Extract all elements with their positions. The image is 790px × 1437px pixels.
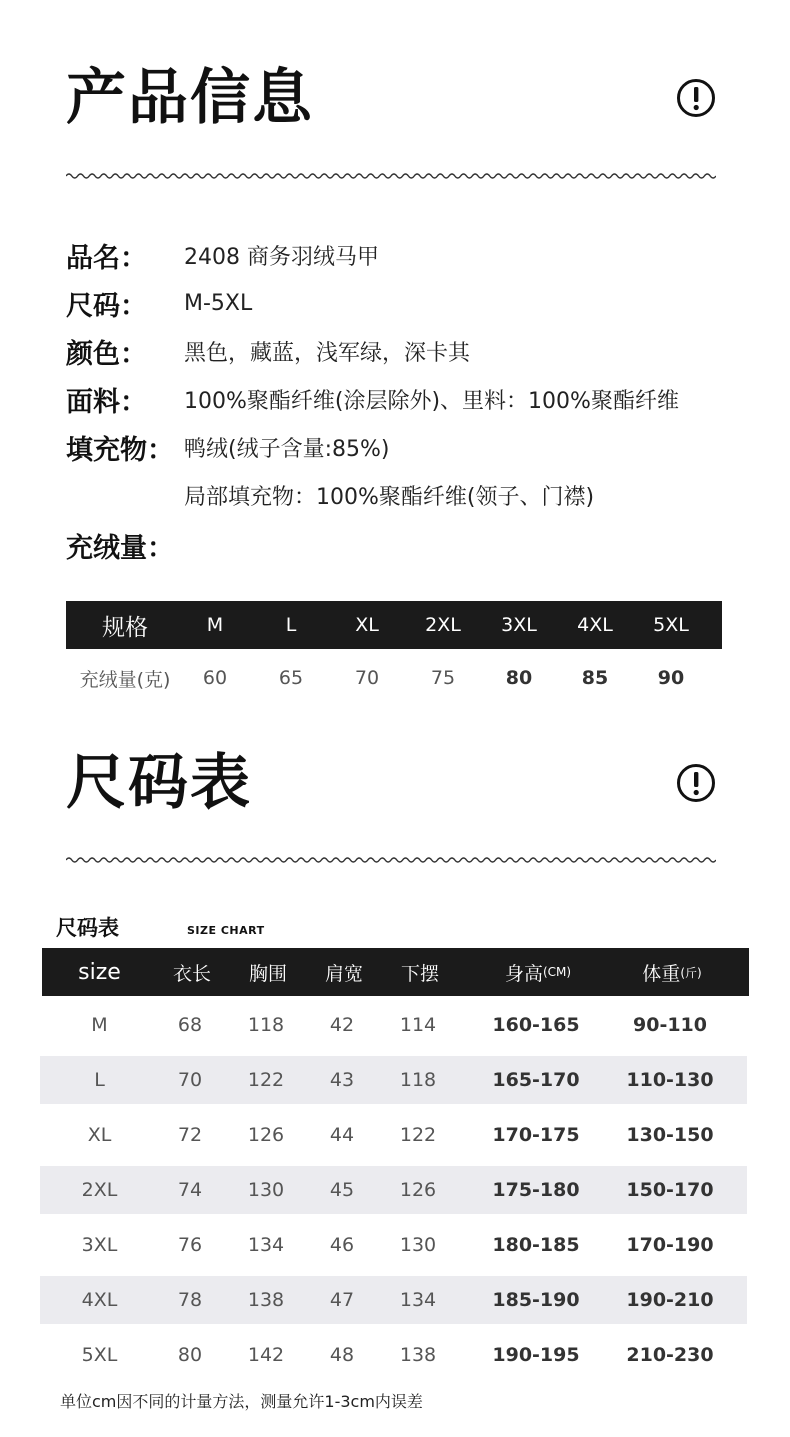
exclamation-circle-icon xyxy=(676,78,716,118)
size-cell-length: 78 xyxy=(177,1289,203,1311)
info-row-local-filling xyxy=(66,475,594,515)
size-section-title: 尺码表 xyxy=(66,748,252,818)
fill-row-label: 充绒量(克) xyxy=(79,668,171,691)
size-cell-size: 5XL xyxy=(81,1344,118,1366)
fill-value-cell: 70 xyxy=(354,667,380,689)
exclamation-circle-icon xyxy=(676,763,716,803)
size-cell-size: 3XL xyxy=(81,1234,118,1256)
size-cell-chest: 138 xyxy=(247,1289,285,1311)
size-cell-hem: 134 xyxy=(399,1289,437,1311)
info-row-size xyxy=(66,283,252,323)
size-cell-length: 74 xyxy=(177,1179,203,1201)
size-cell-length: 68 xyxy=(177,1014,203,1036)
height-label: 身高 xyxy=(504,962,543,985)
size-table-row xyxy=(40,1056,747,1104)
fill-value-cell: 65 xyxy=(278,667,304,689)
size-header-cell: 胸围 xyxy=(248,962,287,985)
product-info-title: 产品信息 xyxy=(66,63,314,133)
size-cell-shoulder: 47 xyxy=(329,1289,355,1311)
size-table-row xyxy=(40,1001,747,1049)
size-cell-shoulder: 43 xyxy=(329,1069,355,1091)
size-cell-size: M xyxy=(91,1014,108,1036)
size-cell-length: 80 xyxy=(177,1344,203,1366)
size-cell-hem: 118 xyxy=(399,1069,437,1091)
size-cell-height: 175-180 xyxy=(492,1179,580,1201)
info-label: 充绒量： xyxy=(66,532,174,564)
wavy-divider xyxy=(66,171,716,181)
size-cell-weight: 190-210 xyxy=(626,1289,714,1311)
size-cell-height: 185-190 xyxy=(492,1289,580,1311)
size-cell-weight: 90-110 xyxy=(633,1014,707,1036)
weight-label: 体重 xyxy=(642,962,681,985)
size-cell-length: 72 xyxy=(177,1124,203,1146)
size-table-row xyxy=(40,1166,747,1214)
size-cell-size: XL xyxy=(87,1124,112,1146)
size-header-cell-height xyxy=(458,948,618,996)
fill-value-cell: 85 xyxy=(581,667,609,689)
size-cell-height: 165-170 xyxy=(492,1069,580,1091)
size-header-cell: 下摆 xyxy=(400,962,439,985)
info-value: 2408 商务羽绒马甲 xyxy=(184,244,379,270)
size-cell-weight: 130-150 xyxy=(626,1124,714,1146)
info-row-fill-amount xyxy=(66,525,184,565)
size-cell-height: 160-165 xyxy=(492,1014,580,1036)
size-cell-height: 170-175 xyxy=(492,1124,580,1146)
size-footnote: 单位cm因不同的计量方法，测量允许1-3cm内误差 xyxy=(60,1392,423,1411)
size-cell-size: 2XL xyxy=(81,1179,118,1201)
fill-header-cell: 规格 xyxy=(102,614,148,641)
fill-header-cell: 3XL xyxy=(501,614,537,636)
fill-value-cell: 60 xyxy=(202,667,228,689)
size-cell-chest: 122 xyxy=(247,1069,285,1091)
size-cell-hem: 122 xyxy=(399,1124,437,1146)
size-cell-size: 4XL xyxy=(81,1289,118,1311)
fill-header-cell: 4XL xyxy=(577,614,613,636)
size-header-cell: size xyxy=(78,959,121,985)
size-cell-chest: 130 xyxy=(247,1179,285,1201)
fill-header-cell: XL xyxy=(355,614,379,636)
size-table-row xyxy=(40,1111,747,1159)
info-label: 品名： xyxy=(66,242,147,274)
size-cell-chest: 134 xyxy=(247,1234,285,1256)
info-row-fabric xyxy=(66,379,679,419)
size-header-cell-weight xyxy=(618,948,726,996)
size-table-row xyxy=(40,1276,747,1324)
size-cell-shoulder: 44 xyxy=(329,1124,355,1146)
size-cell-weight: 110-130 xyxy=(626,1069,714,1091)
info-label: 颜色： xyxy=(66,338,147,370)
fill-table-row xyxy=(66,654,722,702)
info-row-color xyxy=(66,331,470,371)
size-table-row xyxy=(40,1221,747,1269)
info-label: 填充物： xyxy=(66,434,174,466)
fill-table-header xyxy=(66,601,722,649)
size-cell-height: 180-185 xyxy=(492,1234,580,1256)
size-cell-hem: 126 xyxy=(399,1179,437,1201)
info-value: M-5XL xyxy=(184,290,253,316)
info-value: 100%聚酯纤维(涂层除外)、里料：100%聚酯纤维 xyxy=(184,388,679,414)
fill-value-cell: 80 xyxy=(505,667,533,689)
size-cell-chest: 142 xyxy=(247,1344,285,1366)
size-cell-hem: 114 xyxy=(399,1014,437,1036)
size-chart-label: 尺码表 xyxy=(56,916,119,940)
size-cell-chest: 126 xyxy=(247,1124,285,1146)
size-cell-height: 190-195 xyxy=(492,1344,580,1366)
fill-header-cell: M xyxy=(206,614,224,636)
size-header-cell: 肩宽 xyxy=(324,962,363,985)
size-cell-hem: 130 xyxy=(399,1234,437,1256)
info-value: 局部填充物：100%聚酯纤维(领子、门襟) xyxy=(184,484,595,510)
size-cell-shoulder: 42 xyxy=(329,1014,355,1036)
info-value: 黑色，藏蓝，浅军绿，深卡其 xyxy=(184,340,471,366)
info-row-name xyxy=(66,235,379,275)
size-cell-shoulder: 48 xyxy=(329,1344,355,1366)
size-table-row xyxy=(40,1331,747,1379)
fill-value-cell: 90 xyxy=(657,667,685,689)
fill-header-cell: 5XL xyxy=(653,614,689,636)
size-table-header xyxy=(42,948,749,996)
wavy-divider xyxy=(66,855,716,865)
height-unit: (CM) xyxy=(542,965,572,979)
info-row-filling xyxy=(66,427,389,467)
weight-unit: (斤) xyxy=(680,965,702,980)
info-label: 面料： xyxy=(66,386,147,418)
size-cell-length: 76 xyxy=(177,1234,203,1256)
fill-header-cell: 2XL xyxy=(425,614,461,636)
size-cell-shoulder: 46 xyxy=(329,1234,355,1256)
size-cell-hem: 138 xyxy=(399,1344,437,1366)
fill-header-cell: L xyxy=(285,614,297,636)
size-cell-weight: 150-170 xyxy=(626,1179,714,1201)
size-cell-weight: 170-190 xyxy=(626,1234,714,1256)
size-chart-label-en: SIZE CHART xyxy=(187,924,265,937)
size-cell-size: L xyxy=(94,1069,105,1091)
size-cell-chest: 118 xyxy=(247,1014,285,1036)
size-header-cell: 衣长 xyxy=(172,962,211,985)
size-cell-length: 70 xyxy=(177,1069,203,1091)
info-value: 鸭绒(绒子含量:85%) xyxy=(184,436,390,462)
info-label: 尺码： xyxy=(66,290,147,322)
size-cell-weight: 210-230 xyxy=(626,1344,714,1366)
fill-value-cell: 75 xyxy=(430,667,456,689)
size-cell-shoulder: 45 xyxy=(329,1179,355,1201)
